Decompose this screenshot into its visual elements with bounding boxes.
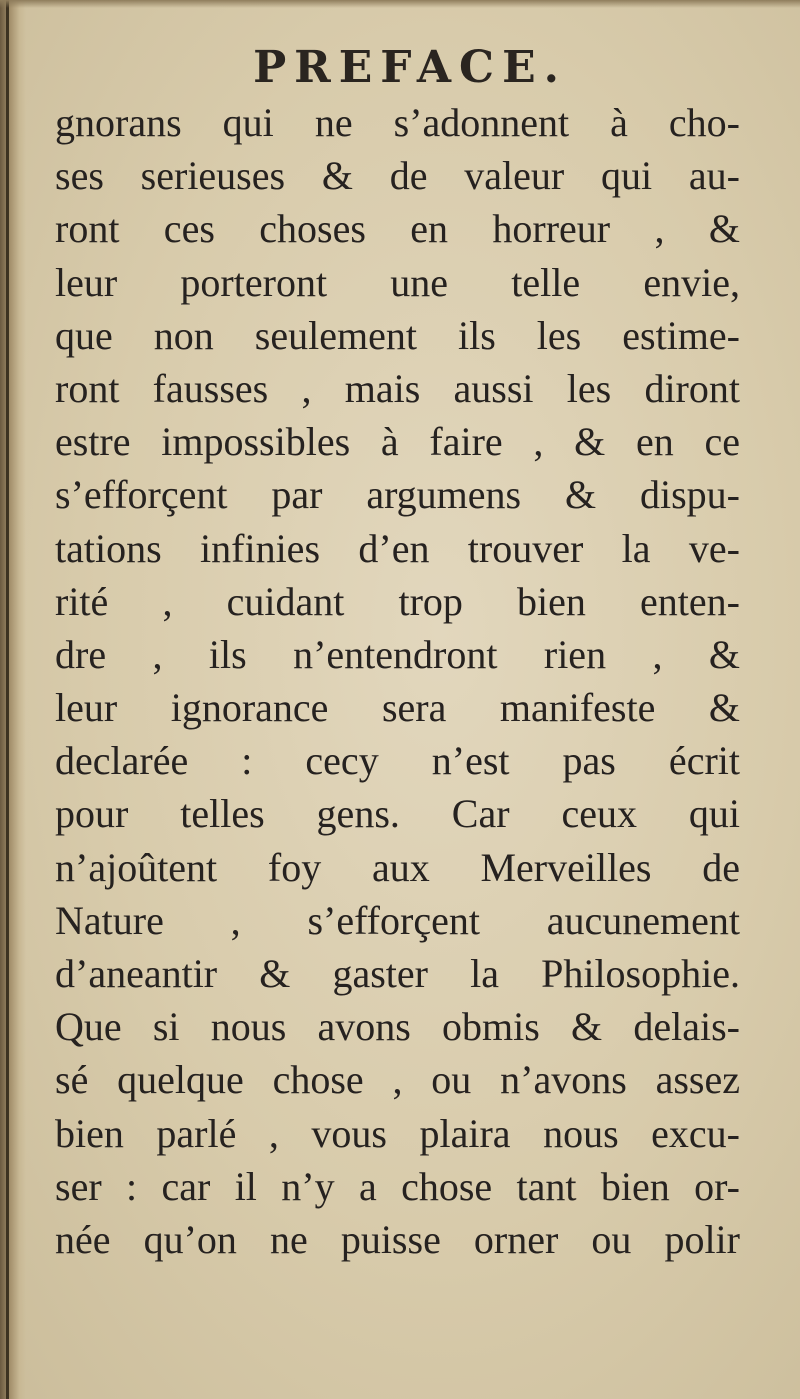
text-line: sé quelque chose , ou n’avons assez <box>55 1057 740 1103</box>
text-line: gnorans qui ne s’adonnent à cho- <box>55 100 740 145</box>
text-line: ront ces choses en horreur , & <box>55 206 740 252</box>
text-line: pour telles gens. Car ceux qui <box>55 791 740 837</box>
text-line: née qu’on ne puisse orner ou polir <box>55 1216 740 1262</box>
binding-edge-line <box>6 0 9 1399</box>
text-line: n’ajoûtent foy aux Merveilles de <box>55 844 740 890</box>
body-text <box>55 96 740 1266</box>
text-line: leur ignorance sera manifeste & <box>55 685 740 731</box>
text-line: Que si nous avons obmis & delais- <box>55 1004 740 1050</box>
text-line: Nature , s’efforçent aucunement <box>55 897 740 943</box>
text-line: rité , cuidant trop bien enten- <box>55 578 740 624</box>
text-line: ser : car il n’y a chose tant bien or- <box>55 1163 740 1209</box>
text-line: s’efforçent par argumens & dispu- <box>55 472 740 518</box>
text-line: bien parlé , vous plaira nous excu- <box>55 1110 740 1156</box>
text-line: ront fausses , mais aussi les diront <box>55 365 740 411</box>
running-header: PREFACE. <box>253 42 567 93</box>
text-line: declarée : cecy n’est pas écrit <box>55 738 740 784</box>
text-line: que non seulement ils les estime- <box>55 312 740 358</box>
text-line: d’aneantir & gaster la Philosophie. <box>55 951 740 996</box>
page-top-edge <box>0 0 800 8</box>
text-line: ses serieuses & de valeur qui au- <box>55 153 740 199</box>
text-line: dre , ils n’entendront rien , & <box>55 631 740 677</box>
text-line: leur porteront une telle envie, <box>55 259 740 305</box>
text-line: tations infinies d’en trouver la ve- <box>55 525 740 571</box>
text-line: estre impossibles à faire , & en ce <box>55 419 740 465</box>
binding-gutter <box>0 0 26 1399</box>
